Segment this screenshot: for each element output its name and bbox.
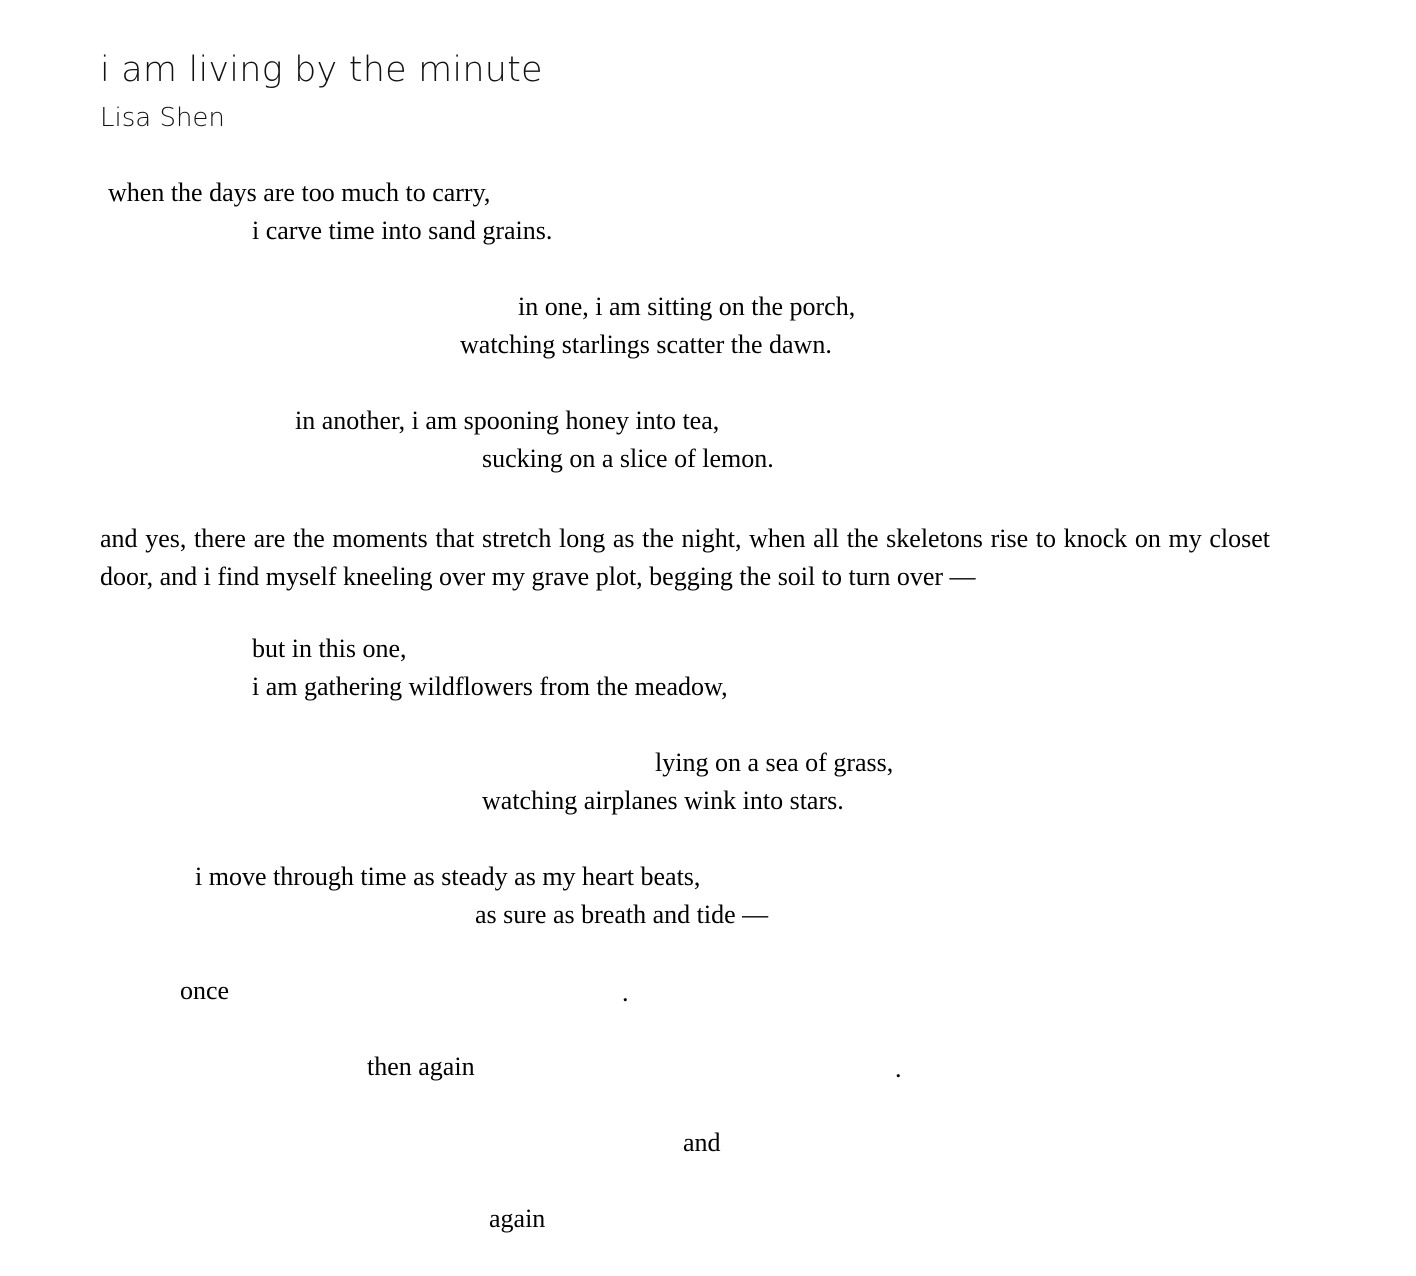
poem-line: but in this one, <box>252 634 407 663</box>
poem-line: in one, i am sitting on the porch, <box>518 292 856 321</box>
poem-period: . <box>622 978 629 1007</box>
poem-word-then-again: then again <box>367 1052 475 1081</box>
poem-line: lying on a sea of grass, <box>655 748 894 777</box>
poem-word-once: once <box>180 976 230 1005</box>
poem-line: as sure as breath and tide — <box>475 900 769 929</box>
poem-line: i move through time as steady as my heart beats, <box>195 862 701 891</box>
poem-line: watching starlings scatter the dawn. <box>460 330 832 359</box>
poem-title: i am living by the minute <box>100 50 543 90</box>
poem-line: i carve time into sand grains. <box>252 216 553 245</box>
poem-period: . <box>895 1054 902 1083</box>
poem-word-and: and <box>683 1128 721 1157</box>
poem-author: Lisa Shen <box>100 103 225 133</box>
poem-prose-stanza: and yes, there are the moments that stretch long as the night, when all the skeletons rise to knock on my closet door, and i find myself kneeling over my grave plot, begging the soil to turn over — <box>100 524 1270 591</box>
poem-line: in another, i am spooning honey into tea, <box>295 406 720 435</box>
poem-line: when the days are too much to carry, <box>108 178 491 207</box>
poem-line: watching airplanes wink into stars. <box>482 786 844 815</box>
poem-word-again: again <box>489 1204 546 1233</box>
poem-line: sucking on a slice of lemon. <box>482 444 774 473</box>
poem-line: i am gathering wildflowers from the meadow, <box>252 672 728 701</box>
